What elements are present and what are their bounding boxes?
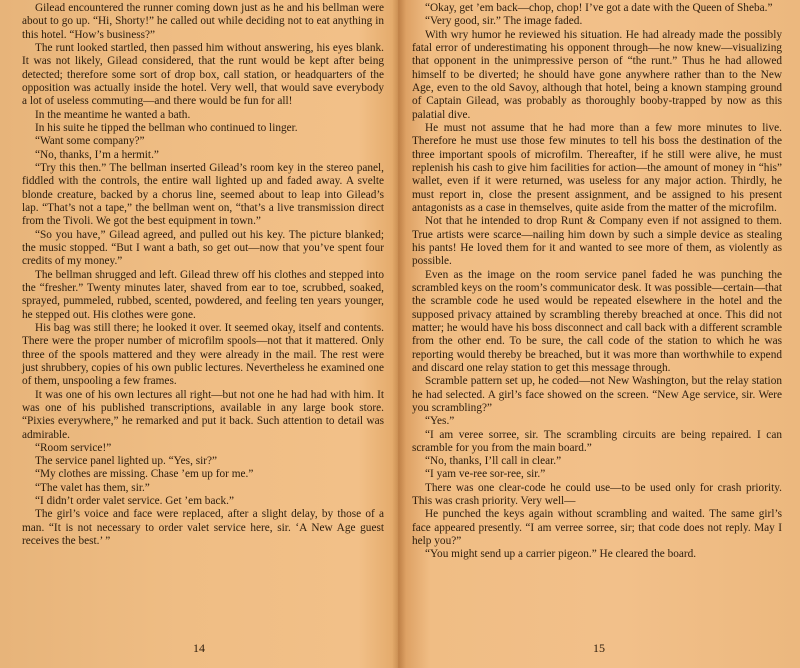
paragraph: “No, thanks, I’m a hermit.” bbox=[35, 148, 159, 161]
paragraph: “You might send up a carrier pigeon.” He cleared the board. bbox=[425, 548, 697, 561]
paragraph: “So you have,” Gilead agreed, and pulled out his key. The picture blanked; the music stopped. “But I want a bath, so get out—now that you’ve spent four credits of my money.” bbox=[22, 228, 384, 268]
paragraph: The runt looked startled, then passed him without answering, his eyes blank. It was not likely, Gilead considered, that the runt would be kept after being detected; therefore some sort of drop box, call station, or headquarters of the opposition was actually inside the hotel. Very well, that would save everybody a lot of useless commuting—and there would be fun for all! bbox=[22, 41, 384, 108]
right-page-text bbox=[412, 2, 782, 562]
paragraph: The girl’s voice and face were replaced, after a slight delay, by those of a man. “It is not necessary to order valet service here, sir. ‘A New Age guest receives the best.’ ” bbox=[22, 508, 384, 548]
paragraph: “Want some company?” bbox=[35, 135, 145, 148]
paragraph: The service panel lighted up. “Yes, sir?” bbox=[35, 455, 218, 468]
paragraph: Not that he intended to drop Runt & Company even if not assigned to them. True artists were scarce—nailing him down by such a simple device as stealing his pants! He loved them for it and wanted to see more of them, as violently as possible. bbox=[412, 215, 782, 268]
paragraph: “I didn’t order valet service. Get ’em back.” bbox=[35, 495, 234, 508]
page-number: 15 bbox=[593, 641, 605, 655]
paragraph: It was one of his own lectures all right—but not one he had had with him. It was one of his published transcriptions, available in any large book store. “Pixies everywhere,” he remarked and put it back. Such attention to detail was admirable. bbox=[22, 388, 384, 441]
paragraph: There was one clear-code he could use—to be used only for crash priority. This was crash priority. Very well— bbox=[412, 481, 782, 508]
left-page-text bbox=[22, 2, 384, 548]
paragraph: “Yes.” bbox=[425, 415, 455, 428]
paragraph: Even as the image on the room service panel faded he was punching the scrambled keys on the room’s communicator desk. It was possible—certain—that the scramble code he used would be repeated elsewhere in the hotel and the supposed privacy attained by scrambling thereby breached at once. This did not matter; he would have his boss disconnect and call back with a different scramble from the other end. To be sure, the call code of the station to which he was reporting would thereby be breached, but it was more than worthwhile to expend and discard one relay station to get this message through. bbox=[412, 268, 782, 374]
paragraph: “I am veree sorree, sir. The scrambling circuits are being repaired. I can scramble for you from the main board.” bbox=[412, 428, 782, 454]
paragraph: “My clothes are missing. Chase ’em up for me.” bbox=[35, 468, 254, 481]
paragraph: Scramble pattern set up, he coded—not New Washington, but the relay station he had selected. A girl’s face showed on the screen. “New Age service, sir. Were you scrambling?” bbox=[412, 375, 782, 414]
paragraph: “Room service!” bbox=[35, 441, 112, 454]
paragraph: “I yam ve-ree sor-ree, sir.” bbox=[425, 468, 546, 481]
paragraph: Gilead encountered the runner coming down just as he and his bellman were about to go up. “Hi, Shorty!” he called out while deciding not to eat anything in this hotel. “How’s business?” bbox=[22, 2, 384, 41]
paragraph: “Okay, get ’em back—chop, chop! I’ve got a date with the Queen of Sheba.” bbox=[425, 2, 773, 14]
page-number: 14 bbox=[193, 641, 205, 655]
paragraph: The bellman shrugged and left. Gilead threw off his clothes and stepped into the “fresher.” Twenty minutes later, shaved from ear to toe, scrubbed, soaked, sprayed, pummeled, rubbed, scented, powdered, and feeling ten years younger, he stepped out. His clothes were gone. bbox=[22, 268, 384, 321]
paragraph: He punched the keys again without scrambling and waited. The same girl’s face appeared presently. “I am verree sorree, sir; that code does not reply. May I help you?” bbox=[412, 508, 782, 548]
paragraph: In his suite he tipped the bellman who continued to linger. bbox=[35, 121, 298, 134]
paragraph: “The valet has them, sir.” bbox=[35, 481, 150, 494]
right-page bbox=[398, 0, 800, 668]
left-page bbox=[0, 0, 398, 668]
paragraph: “Very good, sir.” The image faded. bbox=[425, 15, 583, 28]
paragraph: With wry humor he reviewed his situation. He had already made the possibly fatal error of underestimating his opponent through—he now knew—visualizing that opponent in the unimpressive person of “the runt.” Thus he had allowed himself to be diverted; he should have gone anywhere rather than to the New Age, even to the old Savoy, although that hotel, being a known stamping ground of Captain Gilead, was probably as thoroughly booby-trapped by now as this palatial dive. bbox=[412, 28, 782, 121]
paragraph: “No, thanks, I’ll call in clear.” bbox=[425, 455, 562, 468]
paragraph: He must not assume that he had more than a few more minutes to live. Therefore he must use those few minutes to tell his boss the destination of the three important spools of microfilm. Thereafter, if he still were alive, he must replenish his cash to give him facilities for action—the amount of money in “his” wallet, even if it were returned, was useless for any major action. Thirdly, he must report in, close the present assignment, and be assigned to his present antagonists as a case in themselves, quite aside from the matter of the microfilm. bbox=[412, 121, 782, 214]
paragraph: “Try this then.” The bellman inserted Gilead’s room key in the stereo panel, fiddled with the controls, the entire wall lighted up and faded away. A svelte blonde creature, backed by a chorus line, seemed about to leap into Gilead’s lap. “That’s not a tape,” the bellman went on, “that’s a live transmission direct from the Tivoli. We got the best equipment in town.” bbox=[22, 161, 384, 228]
paragraph: His bag was still there; he looked it over. It seemed okay, itself and contents. There were the proper number of microfilm spools—not that it mattered. Only three of the spools mattered and they were already in the mail. The rest were just shrubbery, copies of his own public lectures. Nevertheless he examined one of them, unspooling a few frames. bbox=[22, 321, 384, 388]
book-gutter bbox=[392, 0, 406, 668]
paragraph: In the meantime he wanted a bath. bbox=[35, 108, 191, 121]
